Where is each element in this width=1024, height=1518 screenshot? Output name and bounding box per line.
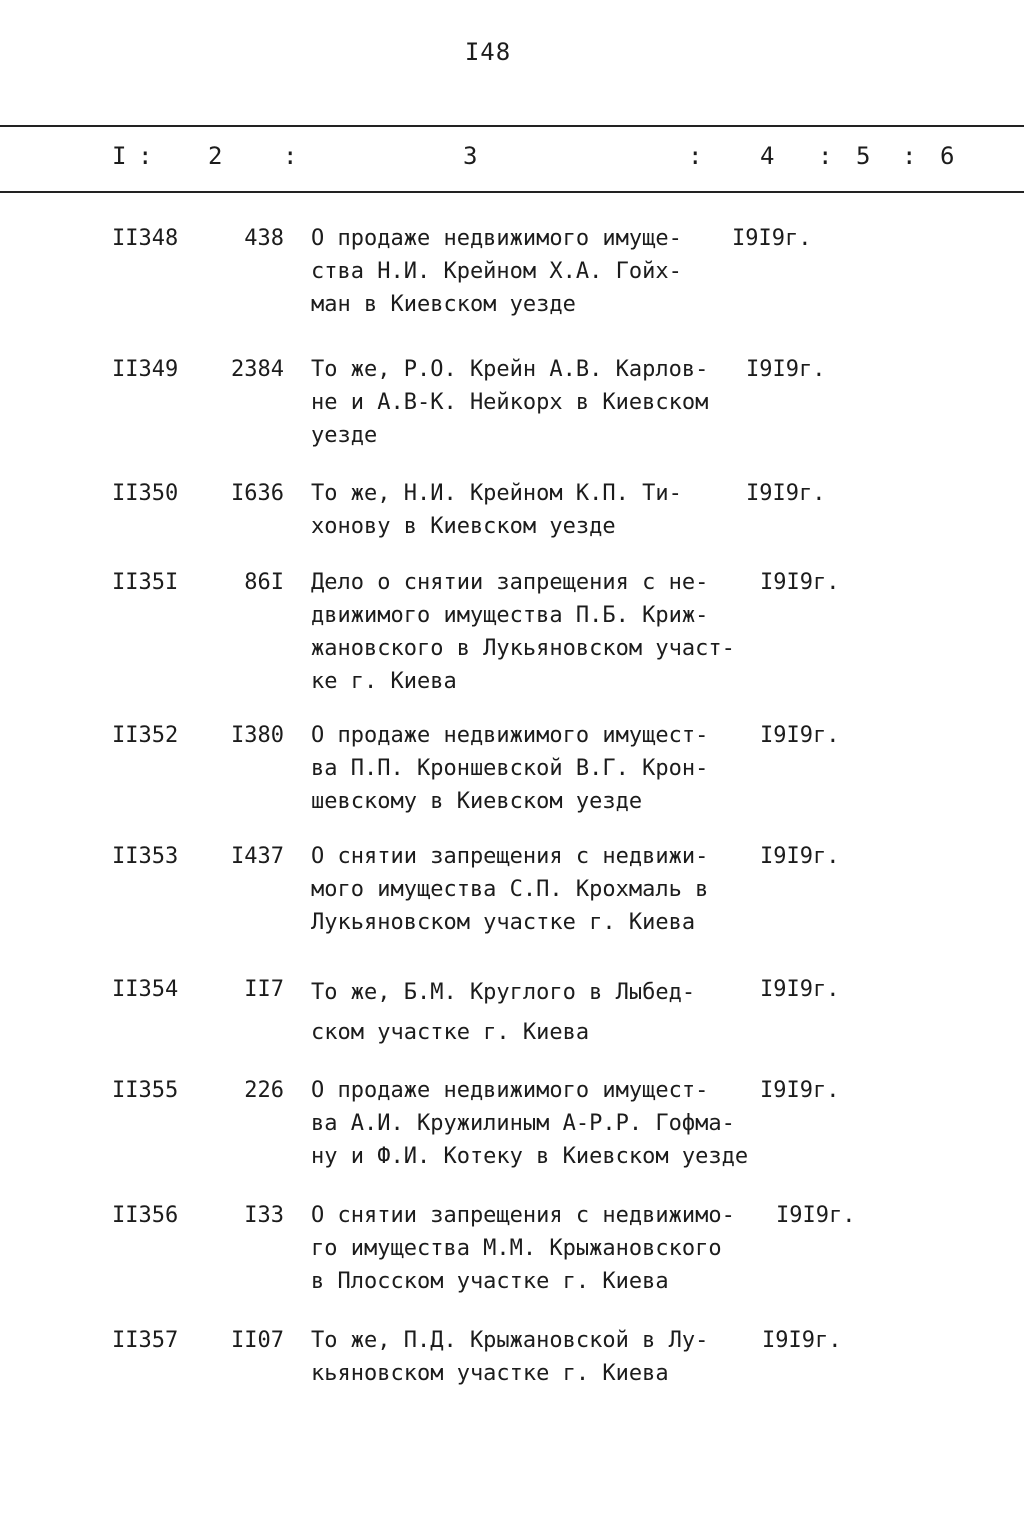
record-number: II352 [112, 723, 179, 748]
record-number: II35I [112, 570, 179, 595]
description-line: То же, П.Д. Крыжановской в Лу- [311, 1328, 709, 1353]
description-line: кьяновском участке г. Киева [311, 1361, 669, 1386]
record-number: II356 [112, 1203, 179, 1228]
column-header-row [0, 142, 1024, 176]
description-line: ке г. Киева [311, 669, 457, 694]
sheet-count: 2384 [231, 357, 284, 382]
description-line: То же, Р.О. Крейн А.В. Карлов- [311, 357, 709, 382]
column-separator: : [688, 142, 703, 170]
sheet-count: 86I [244, 570, 284, 595]
column-separator: : [138, 142, 153, 170]
record-number: II350 [112, 481, 179, 506]
sheet-count: II7 [244, 977, 284, 1002]
description-line: уезде [311, 423, 378, 448]
column-separator: : [902, 142, 917, 170]
record-description [311, 973, 781, 1053]
description-line: шевскому в Киевском уезде [311, 789, 643, 814]
record-description [311, 566, 781, 698]
record-year: I9I9г. [760, 723, 840, 748]
description-line: движимого имущества П.Б. Криж- [311, 603, 709, 628]
record-description [311, 1074, 781, 1173]
record-number: II349 [112, 357, 179, 382]
description-line: ва А.И. Кружилиным А-Р.Р. Гофма- [311, 1111, 735, 1136]
sheet-count: 438 [244, 226, 284, 251]
column-header-4: 4 [760, 142, 775, 170]
record-description [311, 719, 781, 818]
column-header-6: 6 [940, 142, 955, 170]
column-header-1: I [112, 142, 127, 170]
description-line: О снятии запрещения с недвижи- [311, 844, 709, 869]
record-year: I9I9г. [760, 844, 840, 869]
description-line: То же, Н.И. Крейном К.П. Ти- [311, 481, 682, 506]
description-line: О снятии запрещения с недвижимо- [311, 1203, 735, 1228]
description-line: ман в Киевском уезде [311, 292, 576, 317]
sheet-count: 226 [244, 1078, 284, 1103]
record-year: I9I9г. [746, 481, 826, 506]
record-description [311, 353, 781, 452]
description-line: в Плосском участке г. Киева [311, 1269, 669, 1294]
record-description [311, 1199, 781, 1298]
description-line: ну и Ф.И. Котеку в Киевском уезде [311, 1144, 749, 1169]
description-line: О продаже недвижимого имущест- [311, 723, 709, 748]
page-number: I48 [464, 38, 512, 66]
column-header-2: 2 [208, 142, 223, 170]
record-year: I9I9г. [760, 1078, 840, 1103]
description-line: хонову в Киевском уезде [311, 514, 616, 539]
description-line: жановского в Лукьяновском участ- [311, 636, 735, 661]
record-description [311, 477, 781, 543]
sheet-count: I380 [231, 723, 284, 748]
record-year: I9I9г. [746, 357, 826, 382]
record-description [311, 1324, 781, 1390]
record-description [311, 840, 781, 939]
column-header-5: 5 [856, 142, 871, 170]
description-line: Лукьяновском участке г. Киева [311, 910, 696, 935]
record-number: II348 [112, 226, 179, 251]
table-header-rule [0, 191, 1024, 193]
table-top-rule [0, 125, 1024, 127]
record-year: I9I9г. [762, 1328, 842, 1353]
column-separator: : [283, 142, 298, 170]
sheet-count: I437 [231, 844, 284, 869]
sheet-count: I33 [244, 1203, 284, 1228]
record-number: II353 [112, 844, 179, 869]
sheet-count: II07 [231, 1328, 284, 1353]
description-line: не и А.В-К. Нейкорх в Киевском [311, 390, 709, 415]
record-description [311, 222, 781, 321]
record-number: II357 [112, 1328, 179, 1353]
column-separator: : [818, 142, 833, 170]
record-year: I9I9г. [760, 570, 840, 595]
record-number: II355 [112, 1078, 179, 1103]
description-line: ском участке г. Киева [311, 1020, 590, 1045]
description-line: ва П.П. Кроншевской В.Г. Крон- [311, 756, 709, 781]
record-number: II354 [112, 977, 179, 1002]
sheet-count: I636 [231, 481, 284, 506]
column-header-3: 3 [463, 142, 478, 170]
description-line: О продаже недвижимого имуще- [311, 226, 682, 251]
description-line: ства Н.И. Крейном Х.А. Гойх- [311, 259, 682, 284]
record-year: I9I9г. [776, 1203, 856, 1228]
description-line: О продаже недвижимого имущест- [311, 1078, 709, 1103]
description-line: Дело о снятии запрещения с не- [311, 570, 709, 595]
description-line: го имущества М.М. Крыжановского [311, 1236, 722, 1261]
record-year: I9I9г. [732, 226, 812, 251]
description-line: То же, Б.М. Круглого в Лыбед- [311, 980, 696, 1005]
record-year: I9I9г. [760, 977, 840, 1002]
description-line: мого имущества С.П. Крохмаль в [311, 877, 709, 902]
